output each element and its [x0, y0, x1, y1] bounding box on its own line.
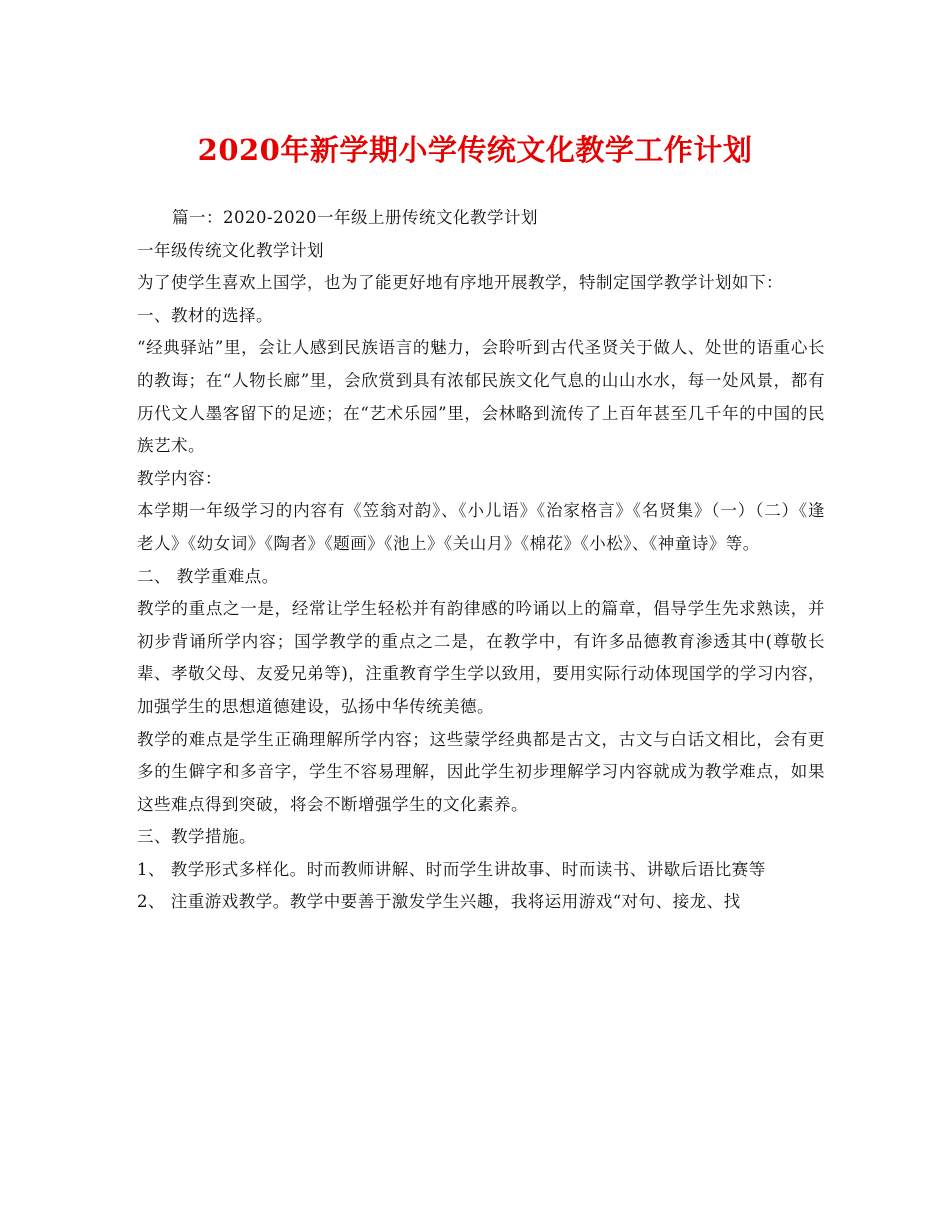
paragraph: “经典驿站”里，会让人感到民族语言的魅力，会聆听到古代圣贤关于做人、处世的语重心长的教诲；在“人物长廊”里，会欣赏到具有浓郁民族文化气息的山山水水，每一处风景，都有历代文人墨客留下的足迹；在“艺术乐园”里，会林略到流传了上百年甚至几千年的中国的民族艺术。 — [137, 338, 825, 456]
paragraph: 1、 教学形式多样化。时而教师讲解、时而学生讲故事、时而读书、讲歇后语比赛等 — [137, 859, 766, 879]
paragraph: 二、 教学重难点。 — [137, 566, 279, 586]
document-body — [137, 202, 825, 919]
section-heading: 篇一：2020-2020一年级上册传统文化教学计划 — [172, 208, 539, 227]
paragraph: 教学的难点是学生正确理解所学内容；这些蒙学经典都是古文，古文与白话文相比，会有更多的生僻字和多音字，学生不容易理解，因此学生初步理解学习内容就成为教学难点，如果这些难点得到突破，将会不断增强学生的文化素养。 — [137, 729, 825, 814]
page-title: 2020年新学期小学传统文化教学工作计划 — [197, 133, 753, 167]
paragraph: 一、教材的选择。 — [137, 305, 273, 325]
paragraph: 本学期一年级学习的内容有《笠翁对韵》、《小儿语》《治家格言》《名贤集》（一）（二）《逢老人》《幼女词》《陶者》《题画》《池上》《关山月》《棉花》《小松》、《神童诗》等。 — [137, 501, 825, 553]
paragraph: 为了使学生喜欢上国学，也为了能更好地有序地开展教学，特制定国学教学计划如下： — [137, 273, 783, 293]
paragraph: 一年级传统文化教学计划 — [137, 240, 324, 260]
paragraph: 2、 注重游戏教学。教学中要善于激发学生兴趣，我将运用游戏“对句、接龙、找 — [137, 892, 741, 912]
paragraph: 三、教学措施。 — [137, 827, 256, 847]
paragraph: 教学内容： — [137, 468, 222, 488]
paragraph: 教学的重点之一是，经常让学生轻松并有韵律感的吟诵以上的篇章，倡导学生先求熟读，并初步背诵所学内容；国学教学的重点之二是，在教学中，有许多品德教育渗透其中(尊敬长辈、孝敬父母、友爱兄弟等)，注重教育学生学以致用，要用实际行动体现国学的学习内容，加强学生的思想道德建设，弘扬中华传统美德。 — [137, 599, 825, 716]
